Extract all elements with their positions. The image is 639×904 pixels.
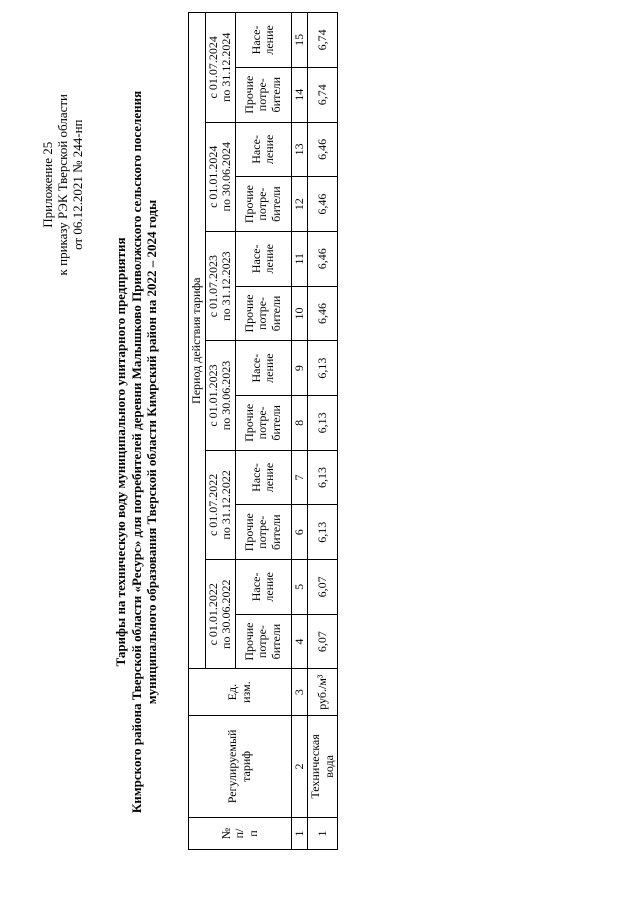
- period-2: с 01.07.2022 по 31.12.2022: [205, 450, 235, 559]
- row-value: 6,74: [307, 67, 337, 122]
- column-number: 15: [291, 13, 308, 68]
- header-unit: Ед. изм.: [188, 669, 291, 715]
- column-number: 10: [291, 286, 308, 341]
- column-number: 7: [291, 450, 308, 505]
- subheader-other: Прочие потре- бители: [235, 177, 291, 232]
- row-value: 6,07: [307, 560, 337, 615]
- header-number: № п/ п: [188, 818, 291, 850]
- column-number: 8: [291, 395, 308, 450]
- title-line-1: Тарифы на техническую воду муниципального унитарного предприятия: [112, 237, 128, 667]
- subheader-other: Прочие потре- бители: [235, 614, 291, 669]
- tariff-table: [188, 12, 338, 850]
- subheader-population: Насе- ление: [235, 450, 291, 505]
- document-title: [113, 12, 160, 892]
- row-value: 6,07: [307, 614, 337, 669]
- subheader-other: Прочие потре- бители: [235, 505, 291, 560]
- row-unit: руб./м³: [307, 669, 337, 715]
- period-4: с 01.07.2023 по 31.12.2023: [205, 231, 235, 340]
- row-value: 6,46: [307, 231, 337, 286]
- column-number: 1: [291, 818, 308, 850]
- subheader-population: Насе- ление: [235, 231, 291, 286]
- table-row: [307, 13, 337, 850]
- column-number: 13: [291, 122, 308, 177]
- subheader-population: Насе- ление: [235, 13, 291, 68]
- appendix-line-2: к приказу РЭК Тверской области: [54, 94, 70, 276]
- column-number: 2: [291, 715, 308, 817]
- column-number: 12: [291, 177, 308, 232]
- row-value: 6,46: [307, 177, 337, 232]
- period-6: с 01.07.2024 по 31.12.2024: [205, 13, 235, 123]
- header-period: Период действия тарифа: [188, 13, 205, 669]
- column-number: 3: [291, 669, 308, 715]
- row-value: 6,74: [307, 13, 337, 68]
- title-line-2: Кимрского района Тверской области «Ресурс» для потребителей деревни Малышково Приволжского сельского поселения: [128, 90, 143, 814]
- subheader-population: Насе- ление: [235, 560, 291, 615]
- row-value: 6,46: [307, 286, 337, 341]
- row-tariff-name: Техническая вода: [307, 715, 337, 817]
- column-number-row: [291, 13, 308, 850]
- subheader-other: Прочие потре- бители: [235, 286, 291, 341]
- period-3: с 01.01.2023 по 30.06.2023: [205, 341, 235, 450]
- column-number: 9: [291, 341, 308, 396]
- subheader-population: Насе- ление: [235, 341, 291, 396]
- appendix-line-3: от 06.12.2021 № 244-нп: [69, 119, 85, 250]
- column-number: 4: [291, 614, 308, 669]
- row-value: 6,13: [307, 505, 337, 560]
- column-number: 5: [291, 560, 308, 615]
- appendix-line-1: Приложение 25: [39, 141, 55, 228]
- header-tariff: Регулируемый тариф: [188, 715, 291, 817]
- appendix-block: [40, 94, 85, 275]
- period-1: с 01.01.2022 по 30.06.2022: [205, 560, 235, 669]
- subheader-other: Прочие потре- бители: [235, 395, 291, 450]
- period-5: с 01.01.2024 по 30.06.2024: [205, 122, 235, 231]
- row-value: 6,46: [307, 122, 337, 177]
- row-value: 6,13: [307, 450, 337, 505]
- column-number: 11: [291, 231, 308, 286]
- subheader-population: Насе- ление: [235, 122, 291, 177]
- column-number: 14: [291, 67, 308, 122]
- subheader-other: Прочие потре- бители: [235, 67, 291, 122]
- document-page: [20, 12, 620, 892]
- column-number: 6: [291, 505, 308, 560]
- row-number: 1: [307, 818, 337, 850]
- title-line-3: муниципального образования Тверской области Кимрский район на 2022 – 2024 годы: [143, 199, 159, 705]
- row-value: 6,13: [307, 395, 337, 450]
- row-value: 6,13: [307, 341, 337, 396]
